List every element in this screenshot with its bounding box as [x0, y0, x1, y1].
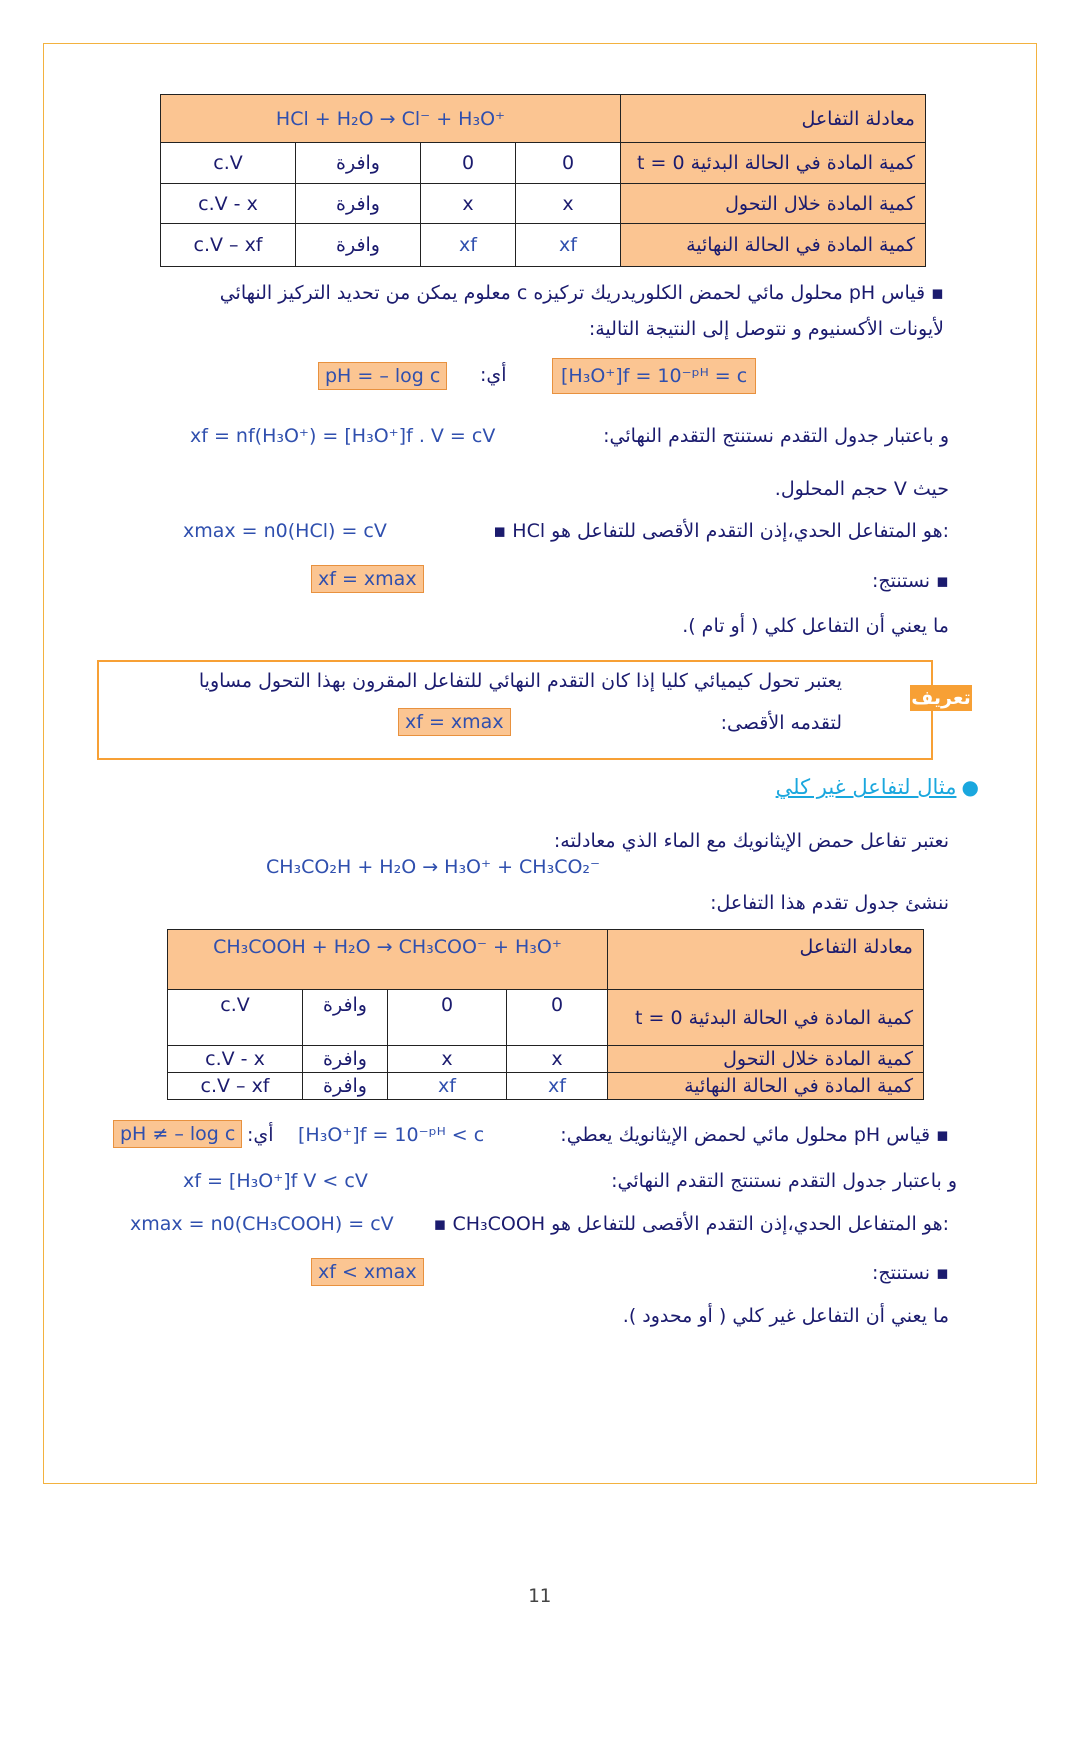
table1-cell: 0 — [421, 143, 516, 184]
equation-xf-less: xf = [H₃O⁺]f V < cV — [183, 1170, 368, 1192]
example-heading — [776, 775, 979, 799]
label-ai: أي: — [247, 1124, 274, 1146]
definition-line: يعتبر تحول كيميائي كليا إذا كان التقدم النهائي للتفاعل المقرون بهذا التحول مساويا — [198, 670, 842, 692]
table2-cell: xf — [507, 1073, 608, 1100]
table2-cell: c.V - x — [168, 1046, 303, 1073]
equation-xmax-acetic: xmax = n0(CH₃COOH) = cV — [130, 1213, 394, 1235]
paragraph: ما يعني أن التفاعل غير كلي ( أو محدود ). — [622, 1305, 949, 1327]
table2-cell: xf — [388, 1073, 507, 1100]
paragraph: ▪ CH₃COOH هو المتفاعل الحدي،إذن التقدم الأقصى للتفاعل هو: — [433, 1213, 949, 1235]
table2-row-label: كمية المادة خلال التحول — [608, 1046, 924, 1073]
equation-xmax: xmax = n0(HCl) = cV — [183, 520, 387, 542]
paragraph: ▪ قياس pH محلول مائي لحمض الإيثانويك يعطي: — [560, 1124, 949, 1146]
table2-cell: وافرة — [303, 1073, 388, 1100]
paragraph: ▪ قياس pH محلول مائي لحمض الكلوريدريك تركيزه c معلوم يمكن من تحديد التركيز النهائي — [219, 282, 944, 304]
table2-cell: 0 — [507, 990, 608, 1046]
reaction-table-acetic — [167, 929, 924, 1100]
table2-cell: 0 — [388, 990, 507, 1046]
table1-row-label: كمية المادة في الحالة البدئية t = 0 — [621, 143, 926, 184]
table1-row-label: كمية المادة خلال التحول — [621, 184, 926, 224]
table2-cell: وافرة — [303, 990, 388, 1046]
example-title: مثال لتفاعل غير كلي — [775, 775, 957, 799]
definition-tag: تعريف — [911, 687, 971, 709]
equation-h3o: [H₃O⁺]f = 10⁻ᵖᴴ = c — [552, 358, 756, 394]
table1-cell: c.V – xf — [161, 224, 296, 267]
paragraph: ▪ HCl هو المتفاعل الحدي،إذن التقدم الأقصى للتفاعل هو: — [493, 520, 949, 542]
example-equation: CH₃CO₂H + H₂O → H₃O⁺ + CH₃CO₂⁻ — [266, 856, 601, 878]
table1-cell: 0 — [516, 143, 621, 184]
table2-cell: c.V — [168, 990, 303, 1046]
table1-cell: c.V - x — [161, 184, 296, 224]
paragraph: و باعتبار جدول التقدم نستنتج التقدم النهائي: — [603, 425, 949, 447]
equation-xf: xf = nf(H₃O⁺) = [H₃O⁺]f . V = cV — [190, 425, 496, 447]
table1-header-label: معادلة التفاعل — [621, 95, 926, 143]
table1-equation: HCl + H₂O → Cl⁻ + H₃O⁺ — [161, 95, 621, 143]
table1-cell: xf — [421, 224, 516, 267]
table1-cell: c.V — [161, 143, 296, 184]
paragraph: حيث V حجم المحلول. — [774, 478, 949, 500]
table1-cell: وافرة — [296, 184, 421, 224]
definition-equation: xf = xmax — [398, 708, 511, 736]
paragraph: ▪ نستنتج: — [871, 1262, 949, 1284]
table2-header-label: معادلة التفاعل — [608, 930, 924, 990]
table1-row-label: كمية المادة في الحالة النهائية — [621, 224, 926, 267]
equation-xf-less-xmax: xf < xmax — [311, 1258, 424, 1286]
reaction-table-hcl — [160, 94, 926, 267]
bullet-icon: ● — [961, 775, 979, 799]
equation-ph: pH = – log c — [318, 362, 447, 390]
equation-xf-equals-xmax: xf = xmax — [311, 565, 424, 593]
paragraph: ▪ نستنتج: — [871, 570, 949, 592]
paragraph: لأيونات الأكسنيوم و نتوصل إلى النتيجة التالية: — [588, 318, 944, 340]
table1-cell: xf — [516, 224, 621, 267]
table1-cell: x — [516, 184, 621, 224]
definition-line: لتقدمه الأقصى: — [720, 712, 842, 734]
equation-h3o-less: [H₃O⁺]f = 10⁻ᵖᴴ < c — [298, 1124, 485, 1146]
table2-row-label: كمية المادة في الحالة البدئية t = 0 — [608, 990, 924, 1046]
equation-ph-neq: pH ≠ – log c — [113, 1120, 242, 1148]
page-number: 11 — [528, 1585, 551, 1607]
paragraph: ما يعني أن التفاعل كلي ( أو تام ). — [682, 615, 949, 637]
table2-row-label: كمية المادة في الحالة النهائية — [608, 1073, 924, 1100]
table1-cell: x — [421, 184, 516, 224]
paragraph: ننشئ جدول تقدم هذا التفاعل: — [710, 892, 949, 914]
paragraph: و باعتبار جدول التقدم نستنتج التقدم النهائي: — [611, 1170, 957, 1192]
table2-cell: x — [388, 1046, 507, 1073]
table2-cell: وافرة — [303, 1046, 388, 1073]
table2-cell: x — [507, 1046, 608, 1073]
table2-cell: c.V – xf — [168, 1073, 303, 1100]
table2-equation: CH₃COOH + H₂O → CH₃COO⁻ + H₃O⁺ — [168, 930, 608, 990]
paragraph: نعتبر تفاعل حمض الإيثانويك مع الماء الذي معادلته: — [553, 830, 949, 852]
table1-cell: وافرة — [296, 224, 421, 267]
table1-cell: وافرة — [296, 143, 421, 184]
label-ai: أي: — [480, 364, 507, 386]
